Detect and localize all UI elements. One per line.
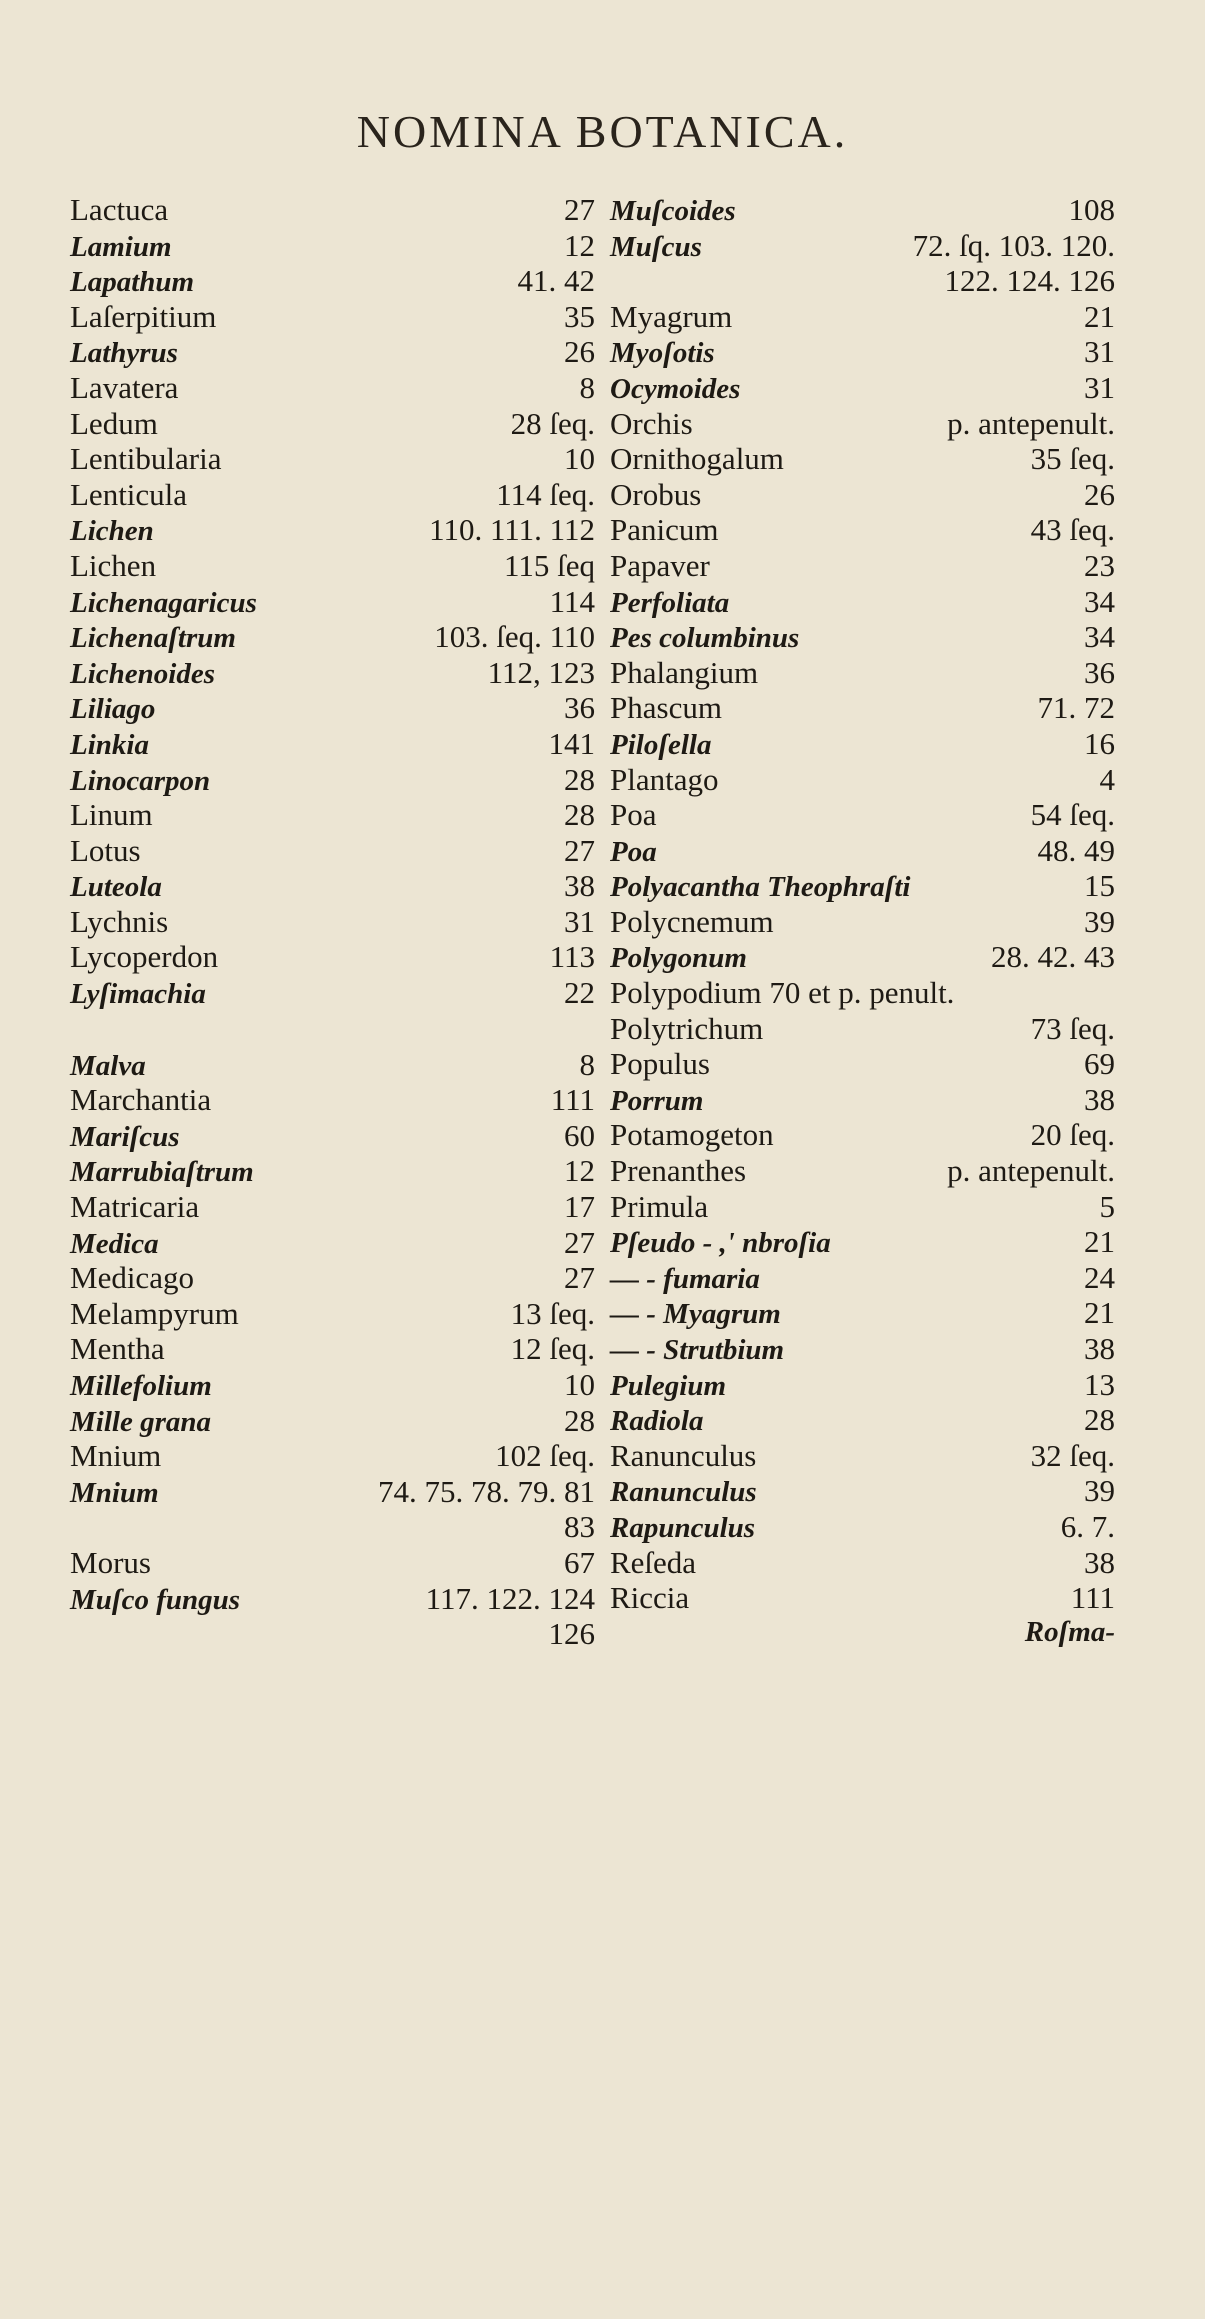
entry-term: Ledum	[70, 405, 158, 441]
entry-term: Poa	[610, 835, 657, 868]
entry-term: Mariſcus	[70, 1120, 180, 1153]
index-entry	[70, 1474, 595, 1510]
entry-term: Linum	[70, 797, 153, 833]
index-entry	[70, 477, 595, 513]
entry-page-ref: 15	[1084, 868, 1115, 904]
entry-term: Primula	[610, 1188, 709, 1224]
index-entry	[70, 1189, 595, 1225]
entry-page-ref: 54 ſeq.	[1030, 797, 1115, 833]
page-title: NOMINA BOTANICA.	[356, 106, 849, 157]
entry-page-ref: 21	[1084, 298, 1115, 334]
entry-page-ref: 72. ſq. 103. 120.	[912, 227, 1115, 263]
index-entry	[610, 1046, 1115, 1082]
right-column	[610, 192, 1115, 1651]
index-entry	[70, 975, 595, 1011]
entry-page-ref: 32 ſeq.	[1030, 1437, 1115, 1473]
index-entry	[70, 904, 595, 940]
entry-term: Morus	[70, 1544, 151, 1580]
entry-term: Lapathum	[70, 266, 195, 299]
entry-page-ref: 12	[564, 227, 595, 263]
index-entry	[70, 797, 595, 833]
entry-term: Pes columbinus	[610, 622, 800, 655]
index-entry	[70, 939, 595, 975]
entry-term: Orchis	[610, 405, 693, 441]
index-entry	[610, 1616, 1115, 1652]
entry-term: Ranunculus	[610, 1476, 757, 1509]
entry-page-ref: 103. ſeq. 110	[434, 619, 595, 655]
index-entry	[610, 1545, 1115, 1581]
entry-term: Perfoliata	[610, 586, 730, 619]
entry-term: Polycnemum	[610, 903, 774, 939]
index-entry	[610, 797, 1115, 833]
entry-term: Polyacantha Theophraſti	[610, 871, 911, 904]
entry-term: Myagrum	[610, 298, 733, 334]
index-entry	[610, 833, 1115, 869]
index-entry	[610, 1509, 1115, 1545]
entry-page-ref: 34	[1084, 619, 1115, 655]
entry-page-ref: 8	[579, 1046, 595, 1082]
entry-term: Matricaria	[70, 1189, 200, 1225]
entry-term: Prenanthes	[610, 1153, 747, 1189]
entry-page-ref: 111	[1070, 1580, 1115, 1616]
entry-term: Linocarpon	[70, 764, 211, 797]
entry-page-ref: 39	[1084, 1473, 1115, 1509]
entry-page-ref: 12 ſeq.	[510, 1331, 595, 1367]
entry-term: Lichen	[70, 515, 154, 548]
index-entry	[610, 975, 1115, 1011]
entry-term: Lichen	[70, 547, 157, 583]
index-entry	[70, 228, 595, 264]
entry-page-ref: 38	[1084, 1331, 1115, 1366]
entry-term: Lathyrus	[70, 337, 178, 370]
index-entry	[610, 192, 1115, 228]
entry-term: Lotus	[70, 832, 141, 868]
index-entry	[70, 1153, 595, 1189]
entry-term: Millefolium	[70, 1370, 212, 1402]
entry-page-ref: 126	[548, 1616, 595, 1652]
entry-term: Lenticula	[70, 476, 188, 512]
entry-page-ref: 27	[564, 1260, 595, 1296]
entry-term: — - Strutbium	[610, 1334, 785, 1366]
entry-term: Luteola	[70, 871, 162, 904]
index-entry	[610, 548, 1115, 584]
entry-term: Lichenagaricus	[70, 586, 257, 619]
entry-page-ref: p. antepenult.	[947, 1153, 1115, 1189]
entry-term: Ornithogalum	[610, 441, 784, 477]
entry-page-ref: 10	[564, 441, 595, 477]
entry-term: Pſeudo - ,' nbroſia	[610, 1227, 831, 1260]
entry-term: Piloſella	[610, 728, 712, 761]
entry-page-ref: 12	[564, 1153, 595, 1189]
entry-page-ref: 43 ſeq.	[1030, 512, 1115, 548]
index-entry	[70, 1331, 595, 1367]
entry-term: Muſcoides	[610, 195, 736, 227]
index-entry	[610, 1189, 1115, 1225]
entry-page-ref: 27	[564, 192, 595, 227]
section-gap	[70, 1011, 595, 1047]
entry-term: Poa	[610, 797, 657, 833]
index-entry	[70, 441, 595, 477]
index-entry	[70, 1581, 595, 1617]
entry-page-ref: 28	[564, 797, 595, 833]
entry-page-ref: 16	[1084, 725, 1115, 761]
index-entry	[610, 1580, 1115, 1616]
entry-term: Melampyrum	[70, 1295, 239, 1331]
index-entry	[70, 548, 595, 584]
entry-page-ref: 5	[1099, 1188, 1115, 1224]
entry-page-ref: 39	[1084, 903, 1115, 939]
entry-term: Orobus	[610, 476, 702, 512]
entry-term: Mentha	[70, 1331, 165, 1367]
entry-term: Polypodium 70 et p. penult.	[610, 975, 955, 1011]
index-entry	[610, 868, 1115, 904]
index-entry	[70, 690, 595, 726]
entry-page-ref: 34	[1084, 583, 1115, 619]
entry-term: Lavatera	[70, 369, 179, 405]
index-entry	[610, 1473, 1115, 1509]
entry-term: Medica	[70, 1227, 159, 1260]
entry-term: Lamium	[70, 230, 172, 263]
entry-page-ref: 21	[1084, 1295, 1115, 1331]
entry-page-ref: 35	[564, 298, 595, 334]
entry-term: Plantago	[610, 761, 719, 797]
index-entry	[610, 512, 1115, 548]
index-entry	[70, 1260, 595, 1296]
entry-term: Porrum	[610, 1084, 704, 1117]
entry-page-ref: 4	[1099, 761, 1115, 797]
index-entry	[70, 868, 595, 904]
index-entry	[70, 762, 595, 798]
entry-page-ref: 141	[548, 725, 595, 761]
index-entry	[70, 1118, 595, 1154]
index-entry	[610, 441, 1115, 477]
index-entry	[70, 1225, 595, 1261]
index-entry	[70, 655, 595, 691]
entry-page-ref: 73 ſeq.	[1030, 1010, 1115, 1046]
entry-page-ref: 13 ſeq.	[510, 1295, 595, 1331]
index-entry	[610, 334, 1115, 370]
index-entry	[70, 512, 595, 548]
index-entry	[610, 370, 1115, 406]
entry-term: — - fumaria	[610, 1262, 760, 1295]
entry-page-ref: 110. 111. 112	[429, 512, 595, 548]
entry-page-ref: 69	[1084, 1046, 1115, 1082]
entry-page-ref: 114	[549, 583, 595, 619]
entry-page-ref: 112, 123	[487, 654, 595, 690]
entry-term: Lichenaſtrum	[70, 622, 236, 655]
entry-page-ref: 115 ſeq	[504, 547, 595, 583]
entry-page-ref: 22	[564, 975, 595, 1011]
entry-term: Ocymoides	[610, 372, 741, 405]
entry-term: — - Myagrum	[610, 1298, 781, 1331]
entry-page-ref: 28 ſeq.	[510, 405, 595, 441]
entry-page-ref: p. antepenult.	[947, 405, 1115, 441]
index-entry	[610, 904, 1115, 940]
left-column	[70, 192, 595, 1652]
index-entry	[70, 370, 595, 406]
entry-term: Pulegium	[610, 1369, 727, 1402]
entry-term: Mnium	[70, 1438, 162, 1474]
entry-term: Lactuca	[70, 192, 169, 227]
entry-page-ref: 31	[1084, 334, 1115, 370]
entry-page-ref: 114 ſeq.	[496, 476, 595, 512]
index-entry	[70, 726, 595, 762]
entry-page-ref: 38	[564, 868, 595, 904]
index-entry	[610, 228, 1115, 264]
entry-page-ref: 28	[1084, 1402, 1115, 1438]
entry-page-ref: 31	[1084, 369, 1115, 405]
entry-page-ref: 23	[1084, 547, 1115, 583]
entry-term: Muſco fungus	[70, 1583, 241, 1616]
index-entry	[70, 334, 595, 370]
entry-page-ref: 67	[564, 1544, 595, 1580]
index-entry	[70, 619, 595, 655]
entry-term: Polygonum	[610, 942, 747, 975]
entry-term: Malva	[70, 1049, 146, 1082]
index-entry	[70, 192, 595, 228]
entry-term: Papaver	[610, 547, 710, 583]
entry-page-ref: 21	[1084, 1224, 1115, 1260]
entry-term: Ranunculus	[610, 1437, 757, 1473]
entry-page-ref: 10	[564, 1367, 595, 1402]
entry-page-ref: 28	[564, 761, 595, 797]
entry-page-ref: 83	[564, 1509, 595, 1545]
entry-page-ref: 122. 124. 126	[944, 263, 1115, 299]
index-entry	[610, 655, 1115, 691]
entry-term: Rapunculus	[610, 1511, 756, 1544]
entry-term: Marchantia	[70, 1082, 212, 1118]
entry-page-ref: 41. 42	[517, 263, 595, 299]
entry-page-ref: 13	[1084, 1366, 1115, 1402]
index-entry	[70, 1082, 595, 1118]
entry-term: Potamogeton	[610, 1117, 774, 1153]
index-entry	[610, 762, 1115, 798]
entry-term: Liliago	[70, 693, 156, 726]
index-entry	[610, 619, 1115, 655]
entry-page-ref: 108	[1068, 192, 1115, 227]
index-entry	[610, 726, 1115, 762]
index-entry	[610, 1153, 1115, 1189]
index-entry	[610, 1295, 1115, 1331]
index-entry	[610, 1260, 1115, 1296]
entry-page-ref: 8	[579, 369, 595, 405]
index-entry	[70, 584, 595, 620]
index-entry	[70, 1296, 595, 1332]
entry-term: Radiola	[610, 1405, 704, 1438]
entry-page-ref: 38	[1084, 1544, 1115, 1580]
index-entry	[610, 1331, 1115, 1367]
entry-page-ref: 6. 7.	[1060, 1508, 1115, 1544]
index-entry	[610, 263, 1115, 299]
entry-page-ref: 26	[564, 334, 595, 370]
index-entry	[70, 1047, 595, 1083]
entry-term: Reſeda	[610, 1544, 697, 1580]
index-entry	[70, 1438, 595, 1474]
entry-term: Lentibularia	[70, 441, 222, 477]
index-entry	[610, 1438, 1115, 1474]
index-entry	[610, 1011, 1115, 1047]
index-entry	[610, 1117, 1115, 1153]
index-entry	[70, 1545, 595, 1581]
entry-term: Panicum	[610, 512, 719, 548]
index-entry	[70, 406, 595, 442]
entry-term: Phalangium	[610, 654, 759, 690]
entry-page-ref: Roſma-	[1024, 1615, 1115, 1648]
entry-page-ref: 48. 49	[1037, 832, 1115, 868]
entry-page-ref: 24	[1084, 1259, 1115, 1295]
entry-term: Lychnis	[70, 903, 169, 939]
entry-page-ref: 17	[564, 1189, 595, 1225]
index-entry	[610, 584, 1115, 620]
entry-page-ref: 38	[1084, 1081, 1115, 1117]
entry-page-ref: 28	[564, 1402, 595, 1438]
entry-term: Muſcus	[610, 230, 702, 263]
entry-page-ref: 102 ſeq.	[495, 1438, 595, 1474]
entry-page-ref: 60	[564, 1117, 595, 1153]
entry-term: Riccia	[610, 1580, 690, 1616]
entry-term: Mille grana	[70, 1405, 211, 1438]
index-entry	[70, 1509, 595, 1545]
index-entry	[70, 299, 595, 335]
entry-term: Lyſimachia	[70, 978, 206, 1011]
entry-page-ref: 117. 122. 124	[425, 1580, 595, 1616]
entry-page-ref: 20 ſeq.	[1030, 1117, 1115, 1153]
entry-page-ref: 71. 72	[1037, 690, 1115, 726]
entry-term: Populus	[610, 1046, 710, 1082]
index-entry	[610, 939, 1115, 975]
index-entry	[610, 1367, 1115, 1403]
entry-term: Polytrichum	[610, 1010, 764, 1046]
index-entry	[610, 299, 1115, 335]
index-entry	[70, 263, 595, 299]
index-entry	[70, 1403, 595, 1439]
entry-page-ref: 35 ſeq.	[1030, 441, 1115, 477]
entry-term: Phascum	[610, 690, 722, 726]
entry-term: Laſerpitium	[70, 298, 217, 334]
entry-page-ref: 36	[564, 690, 595, 726]
entry-page-ref: 74. 75. 78. 79. 81	[378, 1473, 595, 1509]
index-entry	[70, 833, 595, 869]
index-entry	[610, 406, 1115, 442]
entry-page-ref: 113	[549, 939, 595, 975]
index-entry	[70, 1616, 595, 1652]
entry-page-ref: 36	[1084, 654, 1115, 690]
entry-term: Linkia	[70, 728, 149, 761]
entry-page-ref: 26	[1084, 476, 1115, 512]
entry-page-ref: 27	[564, 832, 595, 868]
index-entry	[70, 1367, 595, 1403]
index-entry	[610, 1224, 1115, 1260]
index-entry	[610, 477, 1115, 513]
entry-term: Marrubiaſtrum	[70, 1156, 254, 1189]
entry-page-ref: 111	[550, 1082, 595, 1118]
entry-page-ref: 27	[564, 1224, 595, 1260]
entry-term: Myoſotis	[610, 337, 715, 370]
entry-page-ref: 28. 42. 43	[991, 939, 1115, 975]
index-entry	[610, 1402, 1115, 1438]
entry-term: Lycoperdon	[70, 939, 219, 975]
entry-term: Lichenoides	[70, 657, 215, 690]
entry-term: Medicago	[70, 1260, 194, 1296]
index-entry	[610, 690, 1115, 726]
index-entry	[610, 1082, 1115, 1118]
entry-page-ref: 31	[564, 903, 595, 939]
entry-term: Mnium	[70, 1476, 159, 1509]
